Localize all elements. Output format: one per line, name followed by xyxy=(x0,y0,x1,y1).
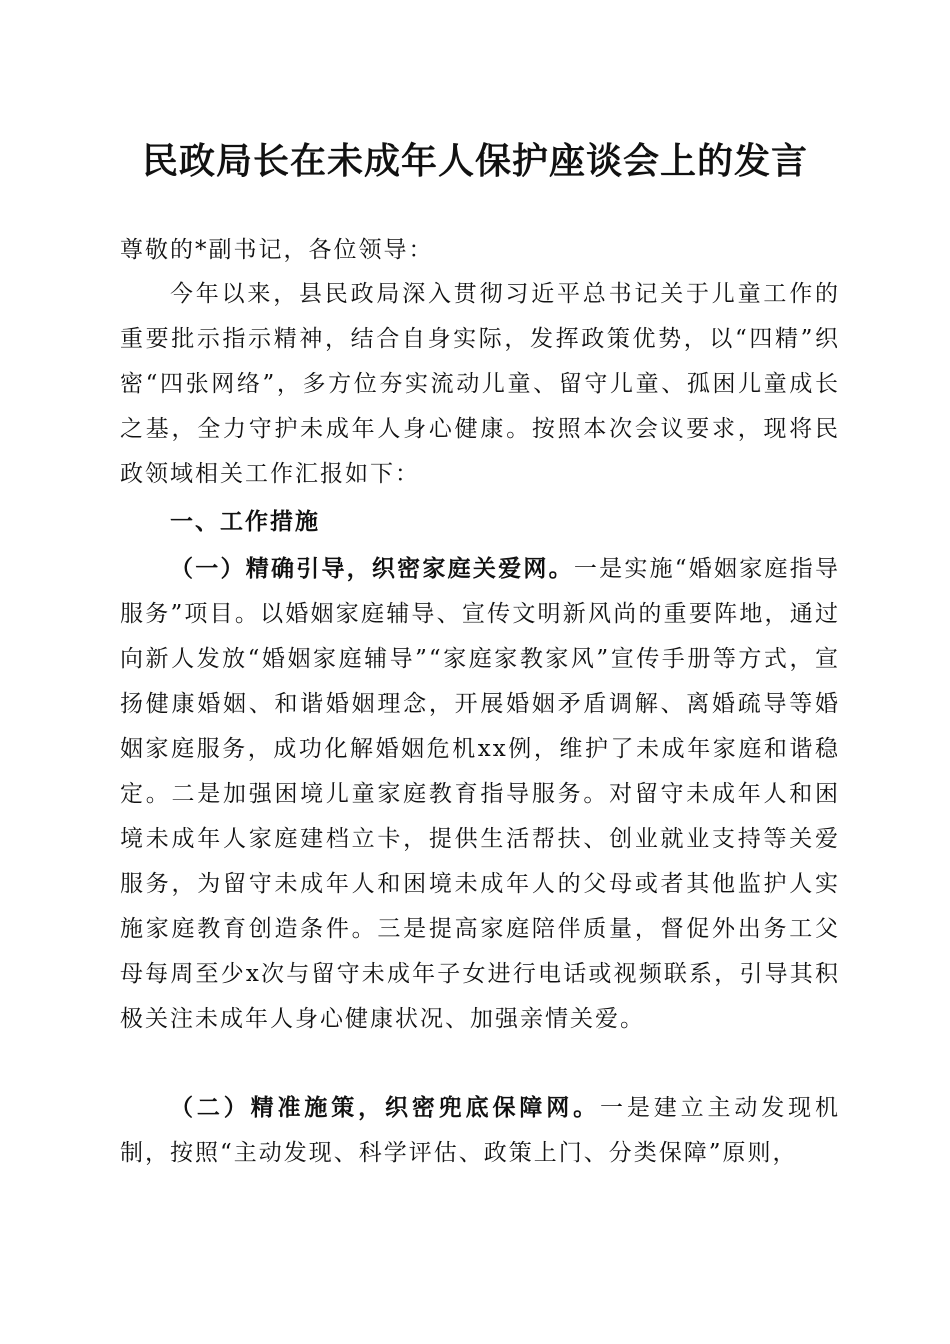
document-title: 民政局长在未成年人保护座谈会上的发言 xyxy=(141,140,808,182)
paragraph-item-2 xyxy=(120,1085,840,1176)
intro-paragraph: 今年以来，县民政局深入贯彻习近平总书记关于儿童工作的重要批示指示精神，结合自身实际，发挥政策优势，以“四精”织密“四张网络”，多方位夯实流动儿童、留守儿童、孤困儿童成长之基，全力守护未成年人身心健康。按照本次会议要求，现将民政领域相关工作汇报如下： xyxy=(120,281,840,487)
paragraph-item-2-lead: （二）精准施策，织密兜底保障网。 xyxy=(170,1094,600,1121)
greeting: 尊敬的*副书记，各位领导： xyxy=(120,237,434,263)
section-heading: 一、工作措施 xyxy=(170,509,320,535)
paragraph-item-1 xyxy=(120,546,840,1042)
paragraph-item-1-lead: （一）精确引导，织密家庭关爱网。 xyxy=(170,555,574,582)
paragraph-item-2-text: 一是建立主动发现机制，按照“主动发现、科学评估、政策上门、分类保障”原则， xyxy=(120,1095,840,1166)
paragraph-item-1-text: 一是实施“婚姻家庭指导服务”项目。以婚姻家庭辅导、宣传文明新风尚的重要阵地，通过向新人发放“婚姻家庭辅导”“家庭家教家风”宣传手册等方式，宣扬健康婚姻、和谐婚姻理念，开展婚姻矛盾调解、离婚疏导等婚姻家庭服务，成功化解婚姻危机xx例，维护了未成年家庭和谐稳定。二是加强困境儿童家庭教育指导服务。对留守未成年人和困境未成年人家庭建档立卡，提供生活帮扶、创业就业支持等关爱服务，为留守未成年人和困境未成年人的父母或者其他监护人实施家庭教育创造条件。三是提高家庭陪伴质量，督促外出务工父母每周至少x次与留守未成年子女进行电话或视频联系，引导其积极关注未成年人身心健康状况、加强亲情关爱。 xyxy=(120,556,840,1032)
